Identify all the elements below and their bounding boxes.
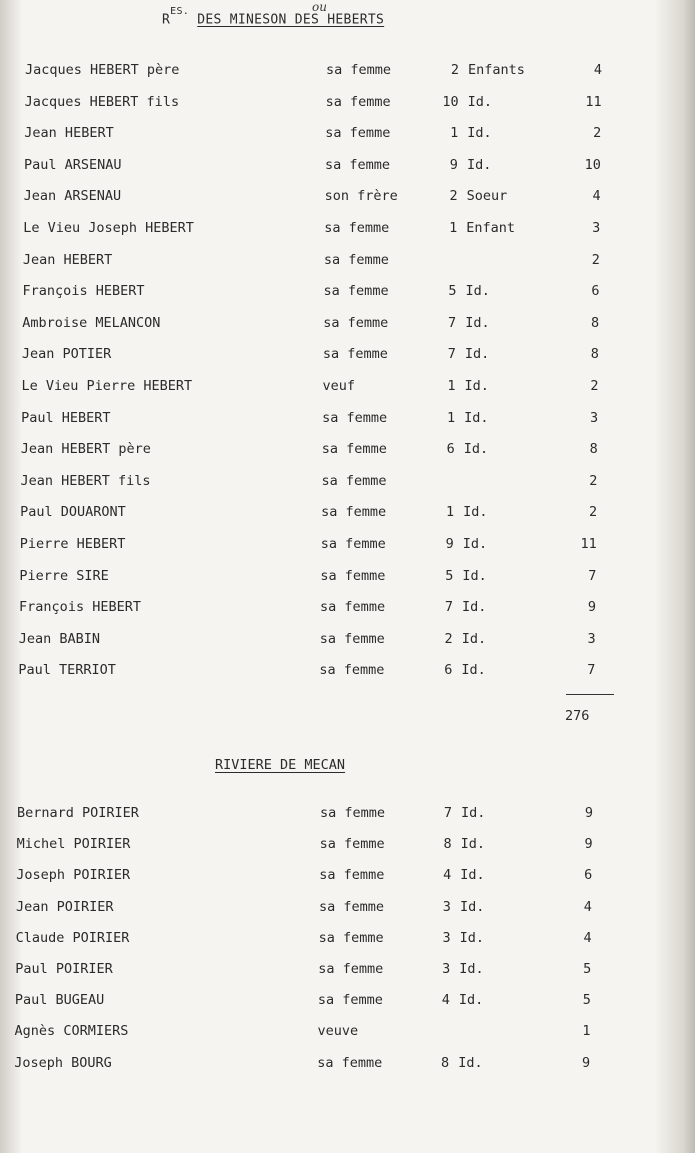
children-count: 10 xyxy=(442,93,459,110)
children-count: 1 xyxy=(447,409,456,426)
relation: sa femme xyxy=(319,662,385,679)
children-count: 4 xyxy=(443,867,452,884)
person-name: Jacques HEBERT père xyxy=(25,62,180,78)
children-count: 6 xyxy=(444,662,453,679)
section-title-riviere-de-mecan: RIVIERE DE MECAN xyxy=(215,757,346,773)
children-count: 4 xyxy=(441,992,450,1009)
table-row xyxy=(0,439,695,459)
table-row xyxy=(0,566,695,586)
children-label: Id. xyxy=(462,536,488,552)
person-name: Bernard POIRIER xyxy=(17,805,139,821)
household-total: 1 xyxy=(582,1023,591,1040)
children-label: Enfants xyxy=(468,62,525,78)
table-row xyxy=(0,408,695,428)
person-name: Jean HEBERT père xyxy=(20,441,151,458)
children-count: 5 xyxy=(448,283,457,300)
relation: sa femme xyxy=(320,599,386,616)
children-count: 7 xyxy=(447,346,456,363)
relation: sa femme xyxy=(319,630,385,647)
household-total: 10 xyxy=(584,156,601,173)
household-total: 9 xyxy=(587,599,597,616)
children-label: Id. xyxy=(458,1054,483,1071)
household-total: 9 xyxy=(584,805,593,821)
table-row xyxy=(0,502,695,522)
person-name: Agnès CORMIERS xyxy=(14,1023,129,1040)
relation: sa femme xyxy=(317,992,383,1009)
relation: sa femme xyxy=(320,536,386,552)
relation: sa femme xyxy=(320,567,386,584)
person-name: Jean HEBERT xyxy=(22,251,113,268)
person-name: Paul POIRIER xyxy=(15,961,113,977)
table-row xyxy=(0,60,695,80)
section-sum: 276 xyxy=(565,708,590,724)
person-name: Ambroise MELANCON xyxy=(22,314,161,331)
relation: sa femme xyxy=(318,898,384,915)
table-row xyxy=(0,1053,695,1073)
relation: sa femme xyxy=(321,504,387,521)
relation: sa femme xyxy=(319,867,385,884)
person-name: Paul TERRIOT xyxy=(18,662,116,679)
person-name: François HEBERT xyxy=(22,283,145,300)
table-row xyxy=(0,534,695,554)
children-count: 8 xyxy=(441,1054,450,1071)
children-count: 2 xyxy=(444,630,453,647)
table-row xyxy=(0,865,695,885)
table-row xyxy=(0,629,695,649)
household-total: 4 xyxy=(593,62,602,78)
household-total: 4 xyxy=(583,898,592,915)
title-prefix: R xyxy=(162,12,171,28)
person-name: Paul HEBERT xyxy=(21,409,111,426)
handwritten-note: ou xyxy=(312,0,327,14)
person-name: Jean BABIN xyxy=(18,630,100,647)
household-total: 7 xyxy=(588,567,597,584)
relation: son frère xyxy=(324,188,398,205)
children-count: 7 xyxy=(443,805,452,821)
person-name: Joseph POIRIER xyxy=(16,867,131,884)
person-name: Paul DOUARONT xyxy=(20,504,126,521)
children-label: Id. xyxy=(459,898,485,915)
children-label: Id. xyxy=(464,346,490,363)
table-row xyxy=(0,186,695,206)
children-count: 3 xyxy=(442,961,451,977)
household-total: 2 xyxy=(588,504,598,521)
household-total: 3 xyxy=(592,220,601,236)
children-count: 3 xyxy=(442,898,451,915)
person-name: Jean ARSENAU xyxy=(23,188,122,205)
relation: sa femme xyxy=(318,961,384,977)
person-name: Le Vieu Joseph HEBERT xyxy=(23,220,194,236)
relation: sa femme xyxy=(318,929,384,946)
relation: sa femme xyxy=(322,346,388,363)
relation: sa femme xyxy=(322,409,388,426)
children-label: Id. xyxy=(460,867,485,884)
children-count: 9 xyxy=(449,156,458,173)
household-total: 11 xyxy=(580,536,597,552)
children-count: 7 xyxy=(448,314,457,331)
relation: sa femme xyxy=(323,314,389,331)
table-row xyxy=(0,660,695,680)
children-count: 7 xyxy=(444,599,454,616)
household-total: 4 xyxy=(592,188,601,205)
household-total: 8 xyxy=(589,441,598,458)
children-label: Id. xyxy=(461,662,486,679)
household-total: 2 xyxy=(589,472,598,489)
children-label: Id. xyxy=(467,125,492,142)
household-total: 2 xyxy=(590,378,599,394)
household-total: 3 xyxy=(590,409,599,426)
sum-rule xyxy=(566,694,614,695)
title-superscript: ES. xyxy=(170,6,190,17)
children-count: 1 xyxy=(450,125,459,142)
children-count: 2 xyxy=(449,188,458,205)
table-row xyxy=(0,471,695,491)
children-label: Id. xyxy=(462,567,487,584)
table-row xyxy=(0,218,695,238)
relation: sa femme xyxy=(325,125,391,142)
person-name: Pierre HEBERT xyxy=(19,536,126,552)
children-count: 1 xyxy=(447,378,456,394)
table-row xyxy=(0,376,695,396)
household-total: 5 xyxy=(582,992,591,1009)
children-label: Id. xyxy=(461,630,487,647)
relation: sa femme xyxy=(321,472,387,489)
table-row xyxy=(0,897,695,917)
relation: sa femme xyxy=(320,805,386,821)
table-row xyxy=(0,123,695,143)
children-count: 5 xyxy=(445,567,454,584)
relation: sa femme xyxy=(325,93,391,110)
table-row xyxy=(0,313,695,333)
household-total: 4 xyxy=(583,929,592,946)
relation: sa femme xyxy=(317,1054,383,1071)
children-label: Id. xyxy=(464,409,489,426)
relation: sa femme xyxy=(323,283,389,300)
table-row xyxy=(0,1021,695,1041)
table-row xyxy=(0,928,695,948)
children-label: Soeur xyxy=(466,188,508,205)
children-label: Enfant xyxy=(466,220,516,236)
household-total: 6 xyxy=(584,867,593,884)
person-name: Le Vieu Pierre HEBERT xyxy=(21,378,193,394)
children-label: Id. xyxy=(460,836,486,853)
relation: veuf xyxy=(322,378,356,394)
household-total: 2 xyxy=(593,125,602,142)
table-row xyxy=(0,834,695,854)
children-label: Id. xyxy=(467,93,493,110)
children-label: Id. xyxy=(462,599,487,616)
children-label: Id. xyxy=(458,992,484,1009)
relation: sa femme xyxy=(321,441,387,458)
person-name: Jean HEBERT fils xyxy=(20,472,151,489)
children-count: 1 xyxy=(449,220,458,236)
children-count: 8 xyxy=(443,836,452,853)
person-name: Claude POIRIER xyxy=(15,929,130,946)
children-count: 2 xyxy=(450,62,459,78)
person-name: Michel POIRIER xyxy=(16,836,131,853)
relation: sa femme xyxy=(323,251,389,268)
person-name: Jean HEBERT xyxy=(24,125,114,142)
household-total: 7 xyxy=(587,662,596,679)
household-total: 5 xyxy=(583,961,592,977)
relation: sa femme xyxy=(324,156,390,173)
table-row xyxy=(0,803,695,823)
household-total: 9 xyxy=(582,1054,591,1071)
person-name: Paul ARSENAU xyxy=(23,156,122,173)
person-name: Jean POIRIER xyxy=(15,898,114,915)
household-total: 8 xyxy=(591,314,600,331)
table-row xyxy=(0,281,695,301)
children-count: 9 xyxy=(445,536,454,552)
children-label: Id. xyxy=(463,504,488,521)
children-count: 6 xyxy=(446,441,455,458)
children-count: 3 xyxy=(442,929,451,946)
relation: sa femme xyxy=(324,220,390,236)
household-total: 3 xyxy=(587,630,596,647)
children-label: Id. xyxy=(464,378,489,394)
person-name: Joseph BOURG xyxy=(14,1054,112,1071)
table-row xyxy=(0,990,695,1010)
household-total: 8 xyxy=(590,346,599,363)
relation: sa femme xyxy=(319,836,385,853)
title-text: DES MINESON DES HEBERTS xyxy=(197,12,385,28)
household-total: 9 xyxy=(584,836,593,853)
person-name: Jean POTIER xyxy=(21,346,112,363)
person-name: Paul BUGEAU xyxy=(14,992,105,1009)
relation: sa femme xyxy=(326,62,392,78)
children-label: Id. xyxy=(465,283,490,300)
household-total: 11 xyxy=(585,93,602,110)
children-label: Id. xyxy=(463,441,489,458)
children-count: 1 xyxy=(445,504,455,521)
children-label: Id. xyxy=(459,961,484,977)
table-row xyxy=(0,155,695,175)
table-row xyxy=(0,92,695,112)
table-row xyxy=(0,344,695,364)
children-label: Id. xyxy=(459,929,484,946)
children-label: Id. xyxy=(466,156,492,173)
relation: veuve xyxy=(317,1023,359,1040)
children-label: Id. xyxy=(461,805,486,821)
children-label: Id. xyxy=(465,314,490,331)
person-name: François HEBERT xyxy=(19,599,141,616)
household-total: 6 xyxy=(591,283,600,300)
table-row xyxy=(0,597,695,617)
person-name: Jacques HEBERT fils xyxy=(24,93,180,110)
person-name: Pierre SIRE xyxy=(19,567,109,584)
table-row xyxy=(0,250,695,270)
household-total: 2 xyxy=(591,251,600,268)
table-row xyxy=(0,959,695,979)
